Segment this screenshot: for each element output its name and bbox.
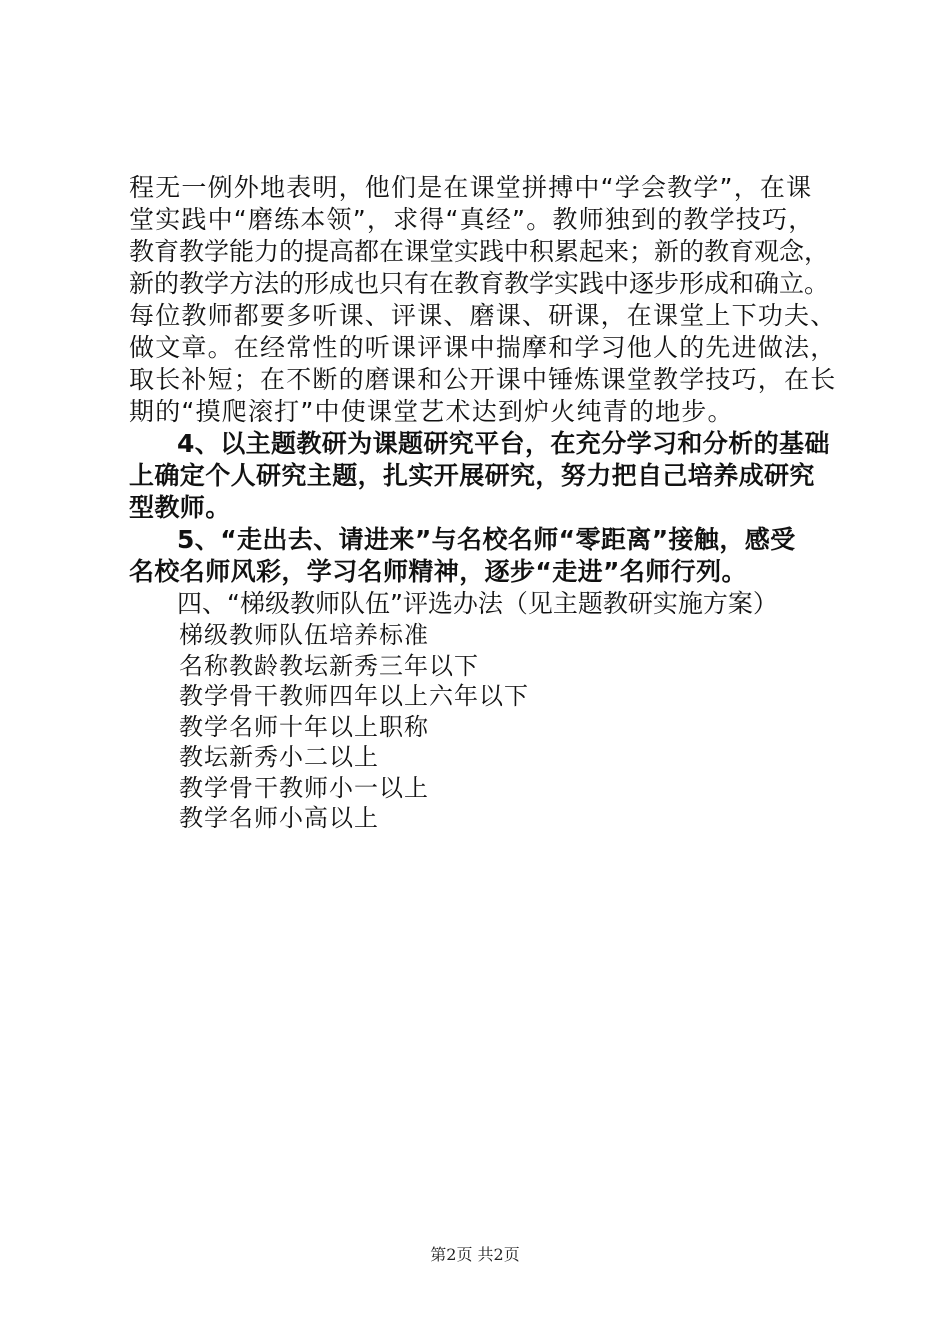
paragraph-line: 做文章。在经常性的听课评课中揣摩和学习他人的先进做法， — [129, 333, 837, 362]
paragraph-line: 堂实践中“磨练本领”，求得“真经”。教师独到的教学技巧， — [129, 205, 815, 234]
standard-line: 梯级教师队伍培养标准 — [179, 621, 429, 649]
item-5-line: 名校名师风彩，学习名师精神，逐步“走进”名师行列。 — [129, 557, 747, 586]
standard-line: 名称教龄教坛新秀三年以下 — [179, 651, 479, 680]
item-4-line: 4、以主题教研为课题研究平台，在充分学习和分析的基础 — [177, 429, 830, 458]
standard-line: 教学名师十年以上职称 — [179, 712, 429, 741]
paragraph-line: 程无一例外地表明，他们是在课堂拼搏中“学会教学”，在课 — [129, 173, 813, 202]
paragraph-line: 取长补短；在不断的磨课和公开课中锤炼课堂教学技巧，在长 — [129, 365, 837, 394]
document-body — [129, 172, 837, 834]
section-4-heading: 四、“梯级教师队伍”评选办法（见主题教研实施方案） — [177, 589, 778, 618]
paragraph-line: 教育教学能力的提高都在课堂实践中积累起来；新的教育观念， — [129, 237, 830, 266]
standard-line: 教坛新秀小二以上 — [179, 743, 379, 771]
standard-line: 教学骨干教师小一以上 — [179, 773, 429, 802]
item-4-line: 型教师。 — [129, 493, 231, 522]
item-5-line: 5、“走出去、请进来”与名校名师“零距离”接触，感受 — [177, 525, 796, 554]
standard-line: 教学名师小高以上 — [179, 804, 379, 832]
standard-line: 教学骨干教师四年以上六年以下 — [179, 682, 529, 710]
paragraph-line: 期的“摸爬滚打”中使课堂艺术达到炉火纯青的地步。 — [129, 397, 734, 426]
page-footer: 第2页 共2页 — [430, 1245, 520, 1264]
paragraph-line: 新的教学方法的形成也只有在教育教学实践中逐步形成和确立。 — [129, 269, 830, 298]
paragraph-line: 每位教师都要多听课、评课、磨课、研课，在课堂上下功夫、 — [129, 301, 837, 330]
item-4-line: 上确定个人研究主题，扎实开展研究，努力把自己培养成研究 — [129, 461, 815, 490]
